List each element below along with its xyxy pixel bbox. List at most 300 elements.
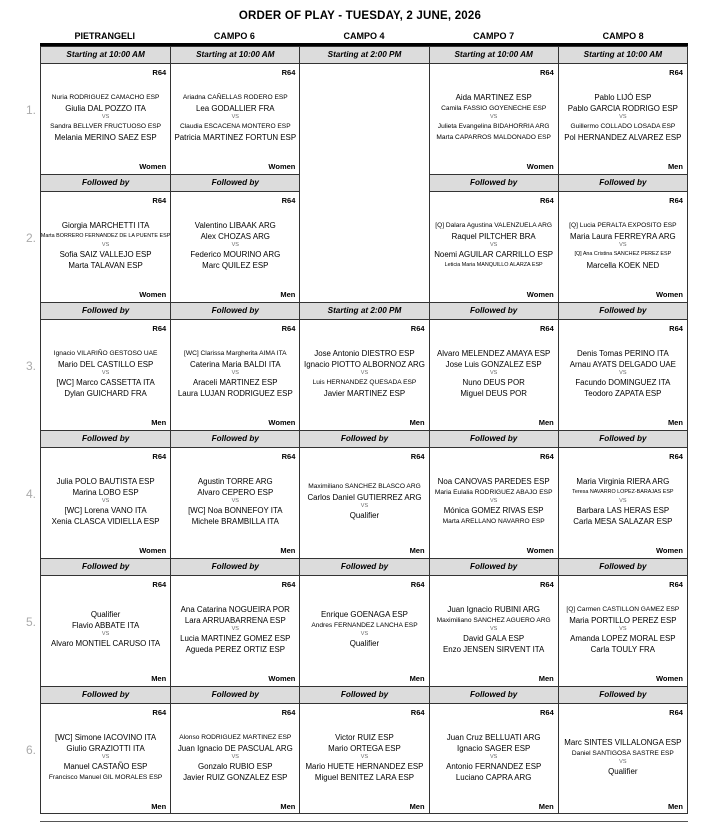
player-name: Marta ARELLANO NAVARRO ESP <box>442 517 545 525</box>
player-name: Lara ARRUABARRENA ESP <box>184 615 286 625</box>
start-time-band: Starting at 10:00 AM <box>430 46 558 64</box>
category-label: Men <box>151 418 167 427</box>
match-cell <box>429 430 558 558</box>
player-name: Maria Eulalia RODRIGUEZ ABAJO ESP <box>434 488 553 496</box>
start-time-band: Starting at 2:00 PM <box>300 302 428 320</box>
match-cell <box>558 686 687 814</box>
player-name: Antonio FERNANDEZ ESP <box>446 761 542 771</box>
player-name: Lea GODALLIER FRA <box>196 103 275 113</box>
player-name: Mario DEL CASTILLO ESP <box>57 359 154 369</box>
players-block <box>43 593 168 665</box>
start-time-band: Followed by <box>430 686 558 704</box>
players-block <box>432 593 556 665</box>
vs-label: VS <box>101 497 110 504</box>
vs-label: VS <box>619 113 627 120</box>
match-cell <box>170 558 299 686</box>
players-block <box>302 593 426 665</box>
player-name: Jose Luis GONZALEZ ESP <box>445 359 542 369</box>
player-name: Noemi AGUILAR CARRILLO ESP <box>434 249 554 259</box>
player-name: Juan Ignacio RUBINI ARG <box>447 604 540 614</box>
players-block <box>173 465 297 537</box>
match-cell <box>41 174 170 302</box>
category-label: Men <box>280 290 296 299</box>
match-cell <box>429 302 558 430</box>
player-name: Laura LUJAN RODRIGUEZ ESP <box>177 388 293 398</box>
player-name: Pablo GARCIA RODRIGO ESP <box>567 103 678 113</box>
player-name: Camila FASSIO GOYENECHE ESP <box>441 104 547 112</box>
round-number: 6. <box>25 743 36 757</box>
player-name: Marcella KOEK NED <box>586 260 660 270</box>
start-time-band: Followed by <box>559 430 687 448</box>
start-time-band: Followed by <box>430 174 558 192</box>
player-name: Alvaro CEPERO ESP <box>197 487 274 497</box>
schedule-row <box>41 686 687 814</box>
players-block <box>432 209 556 281</box>
match-cell <box>41 558 170 686</box>
round-label: R64 <box>410 324 425 333</box>
players-block <box>432 81 556 153</box>
round-label: R64 <box>152 68 167 77</box>
vs-label: VS <box>489 241 498 248</box>
category-label: Women <box>268 674 296 683</box>
schedule-row <box>41 430 687 558</box>
round-label: R64 <box>281 580 296 589</box>
players-block <box>173 209 297 281</box>
match-cell <box>429 686 558 814</box>
page-title: ORDER OF PLAY - TUESDAY, 2 JUNE, 2026 <box>238 10 482 22</box>
vs-label: VS <box>101 753 110 760</box>
player-name: Valentino LIBAAK ARG <box>194 220 276 230</box>
match-cell <box>170 686 299 814</box>
round-label: R64 <box>539 580 554 589</box>
player-name: Teodoro ZAPATA ESP <box>584 388 662 398</box>
start-time-band: Followed by <box>559 686 687 704</box>
vs-label: VS <box>619 369 627 376</box>
player-name: Qualifier <box>90 610 121 619</box>
round-label: R64 <box>669 196 683 205</box>
player-name: Alonso RODRIGUEZ MARTINEZ ESP <box>179 733 292 741</box>
player-name: Mónica GOMEZ RIVAS ESP <box>443 505 544 515</box>
players-block <box>43 337 168 409</box>
vs-label: VS <box>619 625 627 632</box>
player-name: Luciano CAPRA ARG <box>455 772 532 782</box>
player-name: [Q] Ana Cristina SANCHEZ PEREZ ESP <box>574 250 672 257</box>
player-name: [Q] Lucia PERALTA EXPOSITO ESP <box>569 221 677 229</box>
players-block <box>43 721 168 793</box>
start-time-band: Followed by <box>300 686 428 704</box>
player-name: Maria Laura FERREYRA ARG <box>570 231 676 241</box>
player-name: [Q] Dalara Agustina VALENZUELA ARG <box>435 221 553 229</box>
player-name: Marta BORRERO FERNANDEZ DE LA PUENTE ESP <box>40 232 171 239</box>
player-name: Qualifier <box>349 511 380 520</box>
category-label: Women <box>139 290 167 299</box>
vs-label: VS <box>101 113 110 120</box>
player-name: Victor RUIZ ESP <box>335 732 394 742</box>
round-number: 5. <box>25 615 36 629</box>
player-name: Melania MERINO SAEZ ESP <box>54 132 157 142</box>
players-block <box>173 81 297 153</box>
player-name: Leticia Maria MANQUILLO ALARZA ESP <box>444 261 543 268</box>
category-label: Women <box>526 290 554 299</box>
player-name: Federico MOURINO ARG <box>190 249 281 259</box>
players-block <box>561 81 685 153</box>
start-time-band: Starting at 10:00 AM <box>171 46 299 64</box>
player-name: Sandra BELLVER FRUCTUOSO ESP <box>50 122 162 130</box>
player-name: Ignacio VILARIÑO GESTOSO UAE <box>53 349 158 357</box>
player-name: Nuria RODRIGUEZ CAMACHO ESP <box>51 93 160 101</box>
player-name: Dylan GUICHARD FRA <box>64 388 147 398</box>
player-name: Marina LOBO ESP <box>72 487 139 497</box>
round-label: R64 <box>669 68 683 77</box>
start-time-band: Starting at 2:00 PM <box>300 46 428 64</box>
vs-label: VS <box>231 625 239 632</box>
player-name: Aida MARTINEZ ESP <box>455 92 532 102</box>
start-time-band: Followed by <box>41 174 170 192</box>
player-name: Lucia MARTINEZ GOMEZ ESP <box>180 633 291 643</box>
start-time-band: Followed by <box>171 558 299 576</box>
player-name: Carla MESA SALAZAR ESP <box>573 516 673 526</box>
player-name: Patricia MARTINEZ FORTUN ESP <box>174 132 297 142</box>
start-time-band: Followed by <box>430 302 558 320</box>
players-block <box>43 81 168 153</box>
player-name: Alvaro MONTIEL CARUSO ITA <box>51 639 161 648</box>
vs-label: VS <box>101 631 110 637</box>
round-label: R64 <box>410 580 425 589</box>
match-cell <box>558 174 687 302</box>
start-time-band: Followed by <box>559 558 687 576</box>
players-block <box>302 465 426 537</box>
match-cell <box>41 686 170 814</box>
round-number: 3. <box>25 359 36 373</box>
player-name: Gonzalo RUBIO ESP <box>198 761 273 771</box>
category-label: Women <box>526 162 554 171</box>
vs-label: VS <box>619 497 627 504</box>
player-name: Ignacio PIOTTO ALBORNOZ ARG <box>304 359 425 369</box>
players-block <box>561 337 685 409</box>
start-time-band: Starting at 10:00 AM <box>559 46 687 64</box>
vs-label: VS <box>360 503 369 509</box>
players-block <box>43 465 168 537</box>
round-label: R64 <box>152 324 167 333</box>
category-label: Women <box>139 546 167 555</box>
category-label: Women <box>268 162 296 171</box>
category-label: Men <box>409 546 425 555</box>
start-time-band: Followed by <box>559 302 687 320</box>
players-block <box>561 593 685 665</box>
player-name: [WC] Lorena VANO ITA <box>64 505 147 515</box>
category-label: Men <box>667 418 683 427</box>
schedule-row <box>41 302 687 430</box>
player-name: [WC] Clarissa Margherita AIMA ITA <box>184 349 287 357</box>
round-label: R64 <box>152 196 167 205</box>
match-cell <box>429 46 558 174</box>
vs-label: VS <box>360 631 369 637</box>
player-name: Alvaro MELENDEZ AMAYA ESP <box>437 348 551 358</box>
round-number: 2. <box>25 231 36 245</box>
player-name: Guillermo COLLADO LOSADA ESP <box>570 122 676 130</box>
players-block <box>173 593 297 665</box>
player-name: [WC] Simone IACOVINO ITA <box>55 732 157 742</box>
player-name: Juan Ignacio DE PASCUAL ARG <box>177 743 293 753</box>
start-time-band: Followed by <box>41 302 170 320</box>
bottom-rule <box>40 821 688 822</box>
match-cell <box>299 686 428 814</box>
player-name: Luis HERNANDEZ QUESADA ESP <box>312 378 417 386</box>
players-block <box>561 209 685 281</box>
category-label: Men <box>409 418 425 427</box>
player-name: Carlos Daniel GUTIERREZ ARG <box>307 493 422 502</box>
category-label: Women <box>655 546 683 555</box>
player-name: Julia POLO BAUTISTA ESP <box>56 476 155 486</box>
player-name: Ana Catarina NOGUEIRA POR <box>180 604 290 614</box>
match-cell <box>299 302 428 430</box>
player-name: Caterina Maria BALDI ITA <box>189 359 281 369</box>
player-name: Pol HERNANDEZ ALVAREZ ESP <box>564 132 682 142</box>
round-label: R64 <box>152 580 167 589</box>
player-name: Javier MARTINEZ ESP <box>323 388 406 398</box>
player-name: Noa CANOVAS PAREDES ESP <box>437 476 550 486</box>
round-label: R64 <box>281 196 296 205</box>
category-label: Men <box>280 546 296 555</box>
match-cell <box>299 46 428 174</box>
player-name: Ignacio SAGER ESP <box>457 743 531 753</box>
round-label: R64 <box>539 196 554 205</box>
start-time-band: Followed by <box>171 174 299 192</box>
vs-label: VS <box>619 759 627 765</box>
player-name: Amanda LOPEZ MORAL ESP <box>570 633 676 643</box>
vs-label: VS <box>101 369 110 376</box>
player-name: Maximiliano SANCHEZ AGUERO ARG <box>436 616 551 624</box>
players-block <box>173 721 297 793</box>
match-cell <box>170 302 299 430</box>
round-number: 1. <box>25 103 36 117</box>
round-label: R64 <box>281 708 296 717</box>
player-name: Ariadna CAÑELLAS RODERO ESP <box>182 93 288 101</box>
round-label: R64 <box>281 452 296 461</box>
round-label: R64 <box>669 580 683 589</box>
vs-label: VS <box>231 753 239 760</box>
player-name: Pablo LIJÓ ESP <box>594 92 652 102</box>
court-header: CAMPO 4 <box>343 31 385 41</box>
start-time-band: Followed by <box>300 558 428 576</box>
player-name: Facundo DOMINGUEZ ITA <box>575 377 671 387</box>
player-name: Miguel DEUS POR <box>460 388 527 398</box>
vs-label: VS <box>101 241 110 248</box>
player-name: Daniel SANTIGOSA SASTRE ESP <box>571 750 674 757</box>
match-cell <box>558 302 687 430</box>
player-name: Nuno DEUS POR <box>462 377 525 387</box>
court-header: PIETRANGELI <box>74 31 136 41</box>
player-name: Barbara LAS HERAS ESP <box>576 505 670 515</box>
player-name: Andres FERNANDEZ LANCHA ESP <box>311 622 418 629</box>
players-block <box>561 721 685 793</box>
round-label: R64 <box>669 324 683 333</box>
player-name: Arnau AYATS DELGADO UAE <box>569 359 676 369</box>
player-name: Maria Virginia RIERA ARG <box>576 476 670 486</box>
players-block <box>302 337 426 409</box>
players-block <box>173 337 297 409</box>
player-name: Giulia DAL POZZO ITA <box>65 103 146 113</box>
start-time-band: Followed by <box>430 558 558 576</box>
match-cell <box>429 558 558 686</box>
player-name: Alex CHOZAS ARG <box>200 231 270 241</box>
players-block <box>561 465 685 537</box>
match-cell <box>170 430 299 558</box>
vs-label: VS <box>489 497 498 504</box>
match-cell <box>558 46 687 174</box>
match-cell <box>299 558 428 686</box>
category-label: Men <box>151 802 167 811</box>
category-label: Men <box>667 802 683 811</box>
player-name: Qualifier <box>349 639 380 648</box>
round-number: 4. <box>25 487 36 501</box>
order-of-play-grid <box>40 46 688 814</box>
player-name: Marta TALAVAN ESP <box>68 260 143 270</box>
match-cell <box>41 46 170 174</box>
player-name: Denis Tomas PERINO ITA <box>576 348 669 358</box>
schedule-row <box>41 558 687 686</box>
player-name: Javier RUIZ GONZALEZ ESP <box>183 772 288 782</box>
start-time-band: Followed by <box>171 686 299 704</box>
round-label: R64 <box>410 452 425 461</box>
start-time-band: Followed by <box>41 558 170 576</box>
player-name: Enzo JENSEN SIRVENT ITA <box>443 644 545 654</box>
player-name: Michele BRAMBILLA ITA <box>191 516 279 526</box>
players-block <box>432 465 556 537</box>
round-label: R64 <box>539 452 554 461</box>
start-time-band: Followed by <box>171 302 299 320</box>
match-cell <box>429 174 558 302</box>
start-time-band: Followed by <box>41 430 170 448</box>
player-name: Maximiliano SANCHEZ BLASCO ARG <box>308 483 421 490</box>
category-label: Women <box>526 546 554 555</box>
player-name: David GALA ESP <box>463 633 525 643</box>
category-label: Men <box>667 162 683 171</box>
round-label: R64 <box>281 68 296 77</box>
player-name: Raquel PILTCHER BRA <box>451 231 536 241</box>
category-label: Men <box>409 674 425 683</box>
player-name: [WC] Noa BONNEFOY ITA <box>188 505 283 515</box>
player-name: Teresa NAVARRO LOPEZ-BARAJAS ESP <box>572 488 674 495</box>
round-label: R64 <box>669 708 683 717</box>
category-label: Women <box>268 418 296 427</box>
player-name: Claudia ESCACENA MONTERO ESP <box>179 122 291 130</box>
player-name: Giulio GRAZIOTTI ITA <box>66 743 145 753</box>
players-block <box>302 721 426 793</box>
player-name: Sofia SAIZ VALLEJO ESP <box>59 249 152 259</box>
player-name: Flavio ABBATE ITA <box>71 621 140 630</box>
vs-label: VS <box>360 753 369 760</box>
vs-label: VS <box>231 369 239 376</box>
court-header: CAMPO 7 <box>473 31 515 41</box>
player-name: Marc SINTES VILLALONGA ESP <box>564 738 682 747</box>
category-label: Men <box>538 674 554 683</box>
category-label: Women <box>139 162 167 171</box>
category-label: Men <box>151 674 167 683</box>
player-name: Miguel BENITEZ LARA ESP <box>314 772 415 782</box>
player-name: Giorgia MARCHETTI ITA <box>61 220 150 230</box>
player-name: Marta CAPARROS MALDONADO ESP <box>436 133 551 141</box>
player-name: Qualifier <box>608 767 638 776</box>
players-block <box>432 721 556 793</box>
vs-label: VS <box>360 369 369 376</box>
category-label: Men <box>538 802 554 811</box>
player-name: [Q] Carmen CASTILLON GAMEZ ESP <box>566 605 680 613</box>
category-label: Women <box>655 674 683 683</box>
player-name: Enrique GOENAGA ESP <box>321 610 408 619</box>
court-header: CAMPO 8 <box>602 31 644 41</box>
start-time-band: Followed by <box>559 174 687 192</box>
vs-label: VS <box>489 113 498 120</box>
player-name: Agustin TORRE ARG <box>197 476 273 486</box>
player-name: Agueda PEREZ ORTIZ ESP <box>185 644 285 654</box>
round-label: R64 <box>539 324 554 333</box>
player-name: Mario ORTEGA ESP <box>328 743 401 753</box>
round-label: R64 <box>152 708 167 717</box>
vs-label: VS <box>231 497 239 504</box>
players-block <box>432 337 556 409</box>
vs-label: VS <box>231 113 239 120</box>
player-name: Araceli MARTINEZ ESP <box>193 377 278 387</box>
player-name: Juan Cruz BELLUATI ARG <box>446 732 541 742</box>
player-name: Julieta Evangelina BIDAHORRIA ARG <box>437 122 550 130</box>
round-label: R64 <box>539 68 554 77</box>
player-name: Francisco Manuel GIL MORALES ESP <box>48 773 163 781</box>
court-header: CAMPO 6 <box>213 31 255 41</box>
category-label: Men <box>280 802 296 811</box>
match-cell <box>170 46 299 174</box>
vs-label: VS <box>489 753 498 760</box>
round-label: R64 <box>410 708 425 717</box>
match-cell <box>41 302 170 430</box>
start-time-band: Starting at 10:00 AM <box>41 46 170 64</box>
round-label: R64 <box>669 452 683 461</box>
start-time-band: Followed by <box>430 430 558 448</box>
player-name: Carla TOULY FRA <box>590 644 655 654</box>
category-label: Men <box>409 802 425 811</box>
match-cell <box>299 174 428 302</box>
match-cell <box>558 558 687 686</box>
vs-label: VS <box>489 369 498 376</box>
players-block <box>40 209 171 281</box>
start-time-band: Followed by <box>41 686 170 704</box>
schedule-row <box>41 174 687 302</box>
player-name: [WC] Marco CASSETTA ITA <box>56 377 155 387</box>
category-label: Women <box>655 290 683 299</box>
match-cell <box>299 430 428 558</box>
match-cell <box>41 430 170 558</box>
player-name: Manuel CASTAÑO ESP <box>63 761 148 771</box>
player-name: Xenia CLASCA VIDIELLA ESP <box>51 516 160 526</box>
vs-label: VS <box>231 241 239 248</box>
match-cell <box>558 430 687 558</box>
round-label: R64 <box>281 324 296 333</box>
vs-label: VS <box>489 625 498 632</box>
start-time-band: Followed by <box>171 430 299 448</box>
court-headers <box>40 29 688 44</box>
player-name: Marc QUILEZ ESP <box>202 260 269 270</box>
start-time-band: Followed by <box>300 430 428 448</box>
schedule-row <box>41 46 687 174</box>
vs-label: VS <box>619 241 627 248</box>
player-name: Mario HUETE HERNANDEZ ESP <box>305 761 424 771</box>
player-name: Maria PORTILLO PEREZ ESP <box>569 615 677 625</box>
category-label: Men <box>538 418 554 427</box>
player-name: Jose Antonio DIESTRO ESP <box>314 348 415 358</box>
match-cell <box>170 174 299 302</box>
round-label: R64 <box>152 452 167 461</box>
round-label: R64 <box>539 708 554 717</box>
